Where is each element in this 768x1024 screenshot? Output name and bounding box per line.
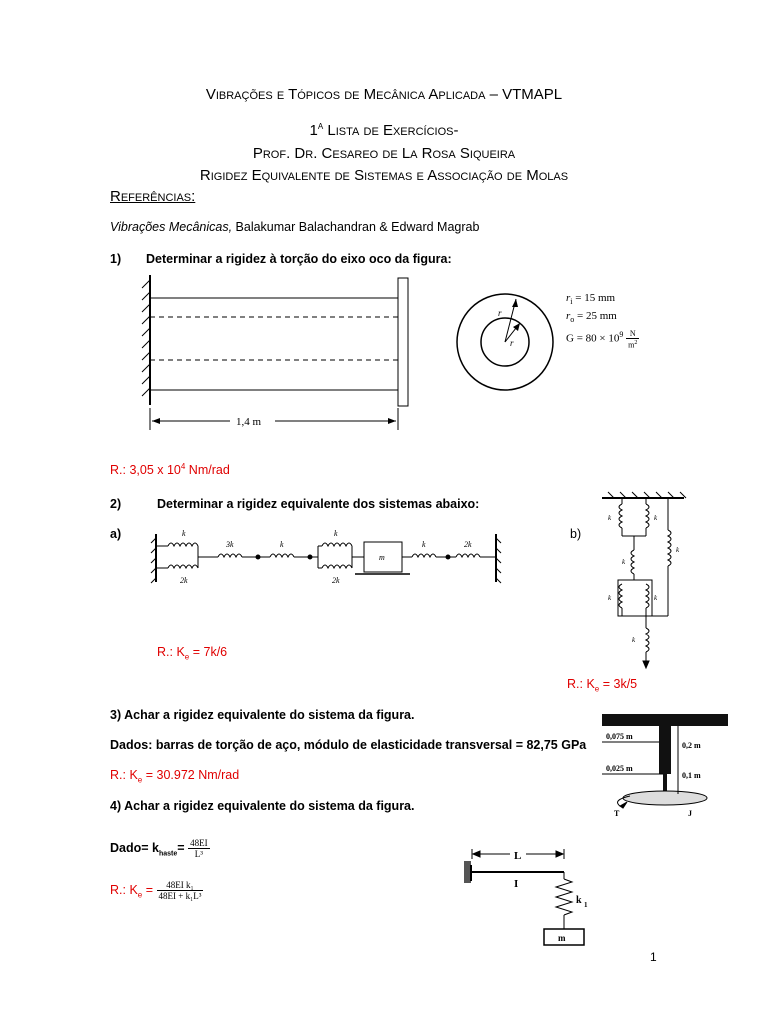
q4-given-prefix: Dado= k bbox=[110, 840, 159, 855]
q2-part-a: a) bbox=[110, 527, 122, 541]
q2b-answer-prefix: R.: K bbox=[567, 677, 595, 691]
list-number-sup: A bbox=[317, 122, 324, 131]
q3-answer-prefix: R.: K bbox=[110, 768, 138, 782]
q2-text: Determinar a rigidez equivalente dos sistemas abaixo: bbox=[157, 497, 480, 511]
reference-line bbox=[110, 220, 479, 234]
q3-text: 3) Achar a rigidez equivalente do sistema da figura. bbox=[110, 708, 415, 722]
spring-a-label-7: m bbox=[379, 553, 385, 562]
q1-answer-suffix: Nm/rad bbox=[185, 463, 230, 478]
g-exp: 9 bbox=[619, 330, 624, 340]
q2a-answer-prefix: R.: K bbox=[157, 645, 185, 659]
torsion-label-5: T bbox=[614, 809, 620, 818]
q2b-answer-sub: e bbox=[594, 684, 600, 694]
torsion-label-2: 0,2 m bbox=[682, 741, 701, 750]
q4-given-eq: = bbox=[177, 840, 185, 855]
g-unit-num: N bbox=[626, 330, 639, 339]
q2a-answer-sub: e bbox=[184, 652, 190, 662]
spring-a-label-8: k bbox=[422, 540, 426, 549]
references-heading: Referências: bbox=[110, 188, 196, 205]
q3-answer-sub: e bbox=[137, 775, 143, 785]
topic-title: Rigidez Equivalente de Sistemas e Associação de Molas bbox=[199, 167, 569, 184]
q4-answer bbox=[110, 880, 203, 901]
ri-value: = 15 mm bbox=[572, 292, 616, 304]
spring-b-label-5: k bbox=[608, 594, 612, 602]
g-unit bbox=[626, 330, 639, 350]
q4-given-sub: haste bbox=[158, 850, 178, 858]
spring-system-a bbox=[150, 528, 505, 588]
professor-name: Prof. Dr. Cesareo de La Rosa Siqueira bbox=[252, 145, 516, 162]
q3-data: Dados: barras de torção de aço, módulo de elasticidade transversal = 82,75 GPa bbox=[110, 738, 587, 752]
beam-label-2: I bbox=[514, 878, 519, 890]
shaft-body bbox=[150, 278, 408, 406]
g-symbol: G = 80 × 10 bbox=[566, 333, 620, 346]
list-number: 1 bbox=[309, 122, 318, 139]
beam-label-1: L bbox=[514, 850, 522, 862]
ri-sub: i bbox=[570, 297, 573, 307]
g-param bbox=[566, 327, 639, 349]
ri-param bbox=[566, 291, 639, 309]
q4-text: 4) Achar a rigidez equivalente do sistema da figura. bbox=[110, 799, 415, 813]
torsion-label-3: 0,025 m bbox=[606, 764, 633, 773]
spring-b-label-2: k bbox=[654, 514, 658, 522]
spring-b-label-3: k bbox=[622, 558, 626, 566]
spring-b-label-7: k bbox=[632, 636, 636, 644]
reference-book: Vibrações Mecânicas, bbox=[110, 220, 233, 234]
shaft-cross-section bbox=[452, 290, 562, 400]
spring-a-label-9: 2k bbox=[464, 540, 472, 549]
beam-spring-figure bbox=[460, 845, 600, 950]
torsion-label-1: 0,075 m bbox=[606, 732, 633, 741]
q4-answer-prefix: R.: K bbox=[110, 882, 138, 897]
ro-sub: o bbox=[570, 315, 575, 325]
q4-given-fraction bbox=[188, 838, 210, 859]
spring-a-label-2: 2k bbox=[180, 576, 188, 585]
q4-answer-sub: e bbox=[137, 890, 143, 900]
g-unit-den-base: m bbox=[628, 340, 635, 350]
spring-labels-b bbox=[608, 514, 680, 644]
beam-label-5: m bbox=[558, 933, 566, 943]
torsion-label-6: J bbox=[688, 809, 692, 818]
q1-answer-prefix: R.: 3,05 x 10 bbox=[110, 463, 181, 478]
spring-b-label-1: k bbox=[608, 514, 612, 522]
fixed-wall bbox=[142, 275, 150, 405]
length-label: 1,4 m bbox=[236, 416, 262, 428]
q2a-answer-value: = 7k/6 bbox=[189, 645, 228, 659]
spring-a-label-5: k bbox=[334, 529, 338, 538]
q4-given-num: 48EI bbox=[190, 838, 208, 848]
q4-given-den: L³ bbox=[194, 849, 203, 859]
q2-part-b: b) bbox=[570, 527, 582, 541]
spring-system-b bbox=[600, 490, 690, 670]
reference-authors: Balakumar Balachandran & Edward Magrab bbox=[232, 220, 480, 234]
list-title-text: Lista de Exercícios- bbox=[323, 122, 459, 139]
q3-answer bbox=[110, 768, 239, 785]
q2b-answer-value: = 3k/5 bbox=[599, 677, 638, 691]
ro-param bbox=[566, 309, 639, 327]
shaft-parameters bbox=[566, 291, 639, 349]
list-title bbox=[0, 122, 768, 139]
q4-given bbox=[110, 838, 210, 859]
ro-value: = 25 mm bbox=[574, 310, 617, 323]
g-unit-den bbox=[626, 339, 639, 350]
spring-a-label-4: k bbox=[280, 540, 284, 549]
beam-label-3: k bbox=[576, 895, 582, 906]
hollow-shaft-figure bbox=[140, 270, 420, 435]
svg-text:r: r bbox=[498, 308, 502, 318]
course-title: Vibrações e Tópicos de Mecânica Aplicada – VTMAPL bbox=[205, 86, 563, 103]
q2a-answer bbox=[157, 645, 227, 662]
q4-answer-num: 48EI k₁ bbox=[157, 880, 204, 891]
spring-a-label-1: k bbox=[182, 529, 186, 538]
beam-label-4: 1 bbox=[584, 901, 588, 909]
page-number: 1 bbox=[650, 950, 657, 964]
q1-answer bbox=[110, 462, 230, 477]
q2-number: 2) bbox=[110, 497, 122, 511]
q1-number: 1) bbox=[110, 252, 122, 266]
q2b-answer bbox=[567, 677, 637, 694]
q4-answer-eq: = bbox=[142, 882, 157, 897]
spring-b-label-6: k bbox=[654, 594, 658, 602]
ri-symbol: r bbox=[566, 292, 571, 304]
spring-b-label-4: k bbox=[676, 546, 680, 554]
svg-text:r: r bbox=[510, 338, 514, 348]
torsion-bar-figure bbox=[600, 710, 730, 820]
q1-text: Determinar a rigidez à torção do eixo oco da figura: bbox=[146, 252, 452, 266]
g-unit-den-exp: 2 bbox=[634, 339, 638, 346]
q3-answer-value: = 30.972 Nm/rad bbox=[142, 768, 240, 782]
spring-a-label-6: 2k bbox=[332, 576, 340, 585]
torsion-label-4: 0,1 m bbox=[682, 771, 701, 780]
q1-answer-exp: 4 bbox=[180, 462, 186, 471]
ro-symbol: r bbox=[566, 310, 571, 323]
q4-answer-fraction bbox=[157, 880, 204, 901]
spring-a-label-3: 3k bbox=[226, 540, 234, 549]
q4-answer-den: 48EI + k₁L³ bbox=[158, 891, 202, 901]
length-dimension bbox=[150, 408, 398, 430]
